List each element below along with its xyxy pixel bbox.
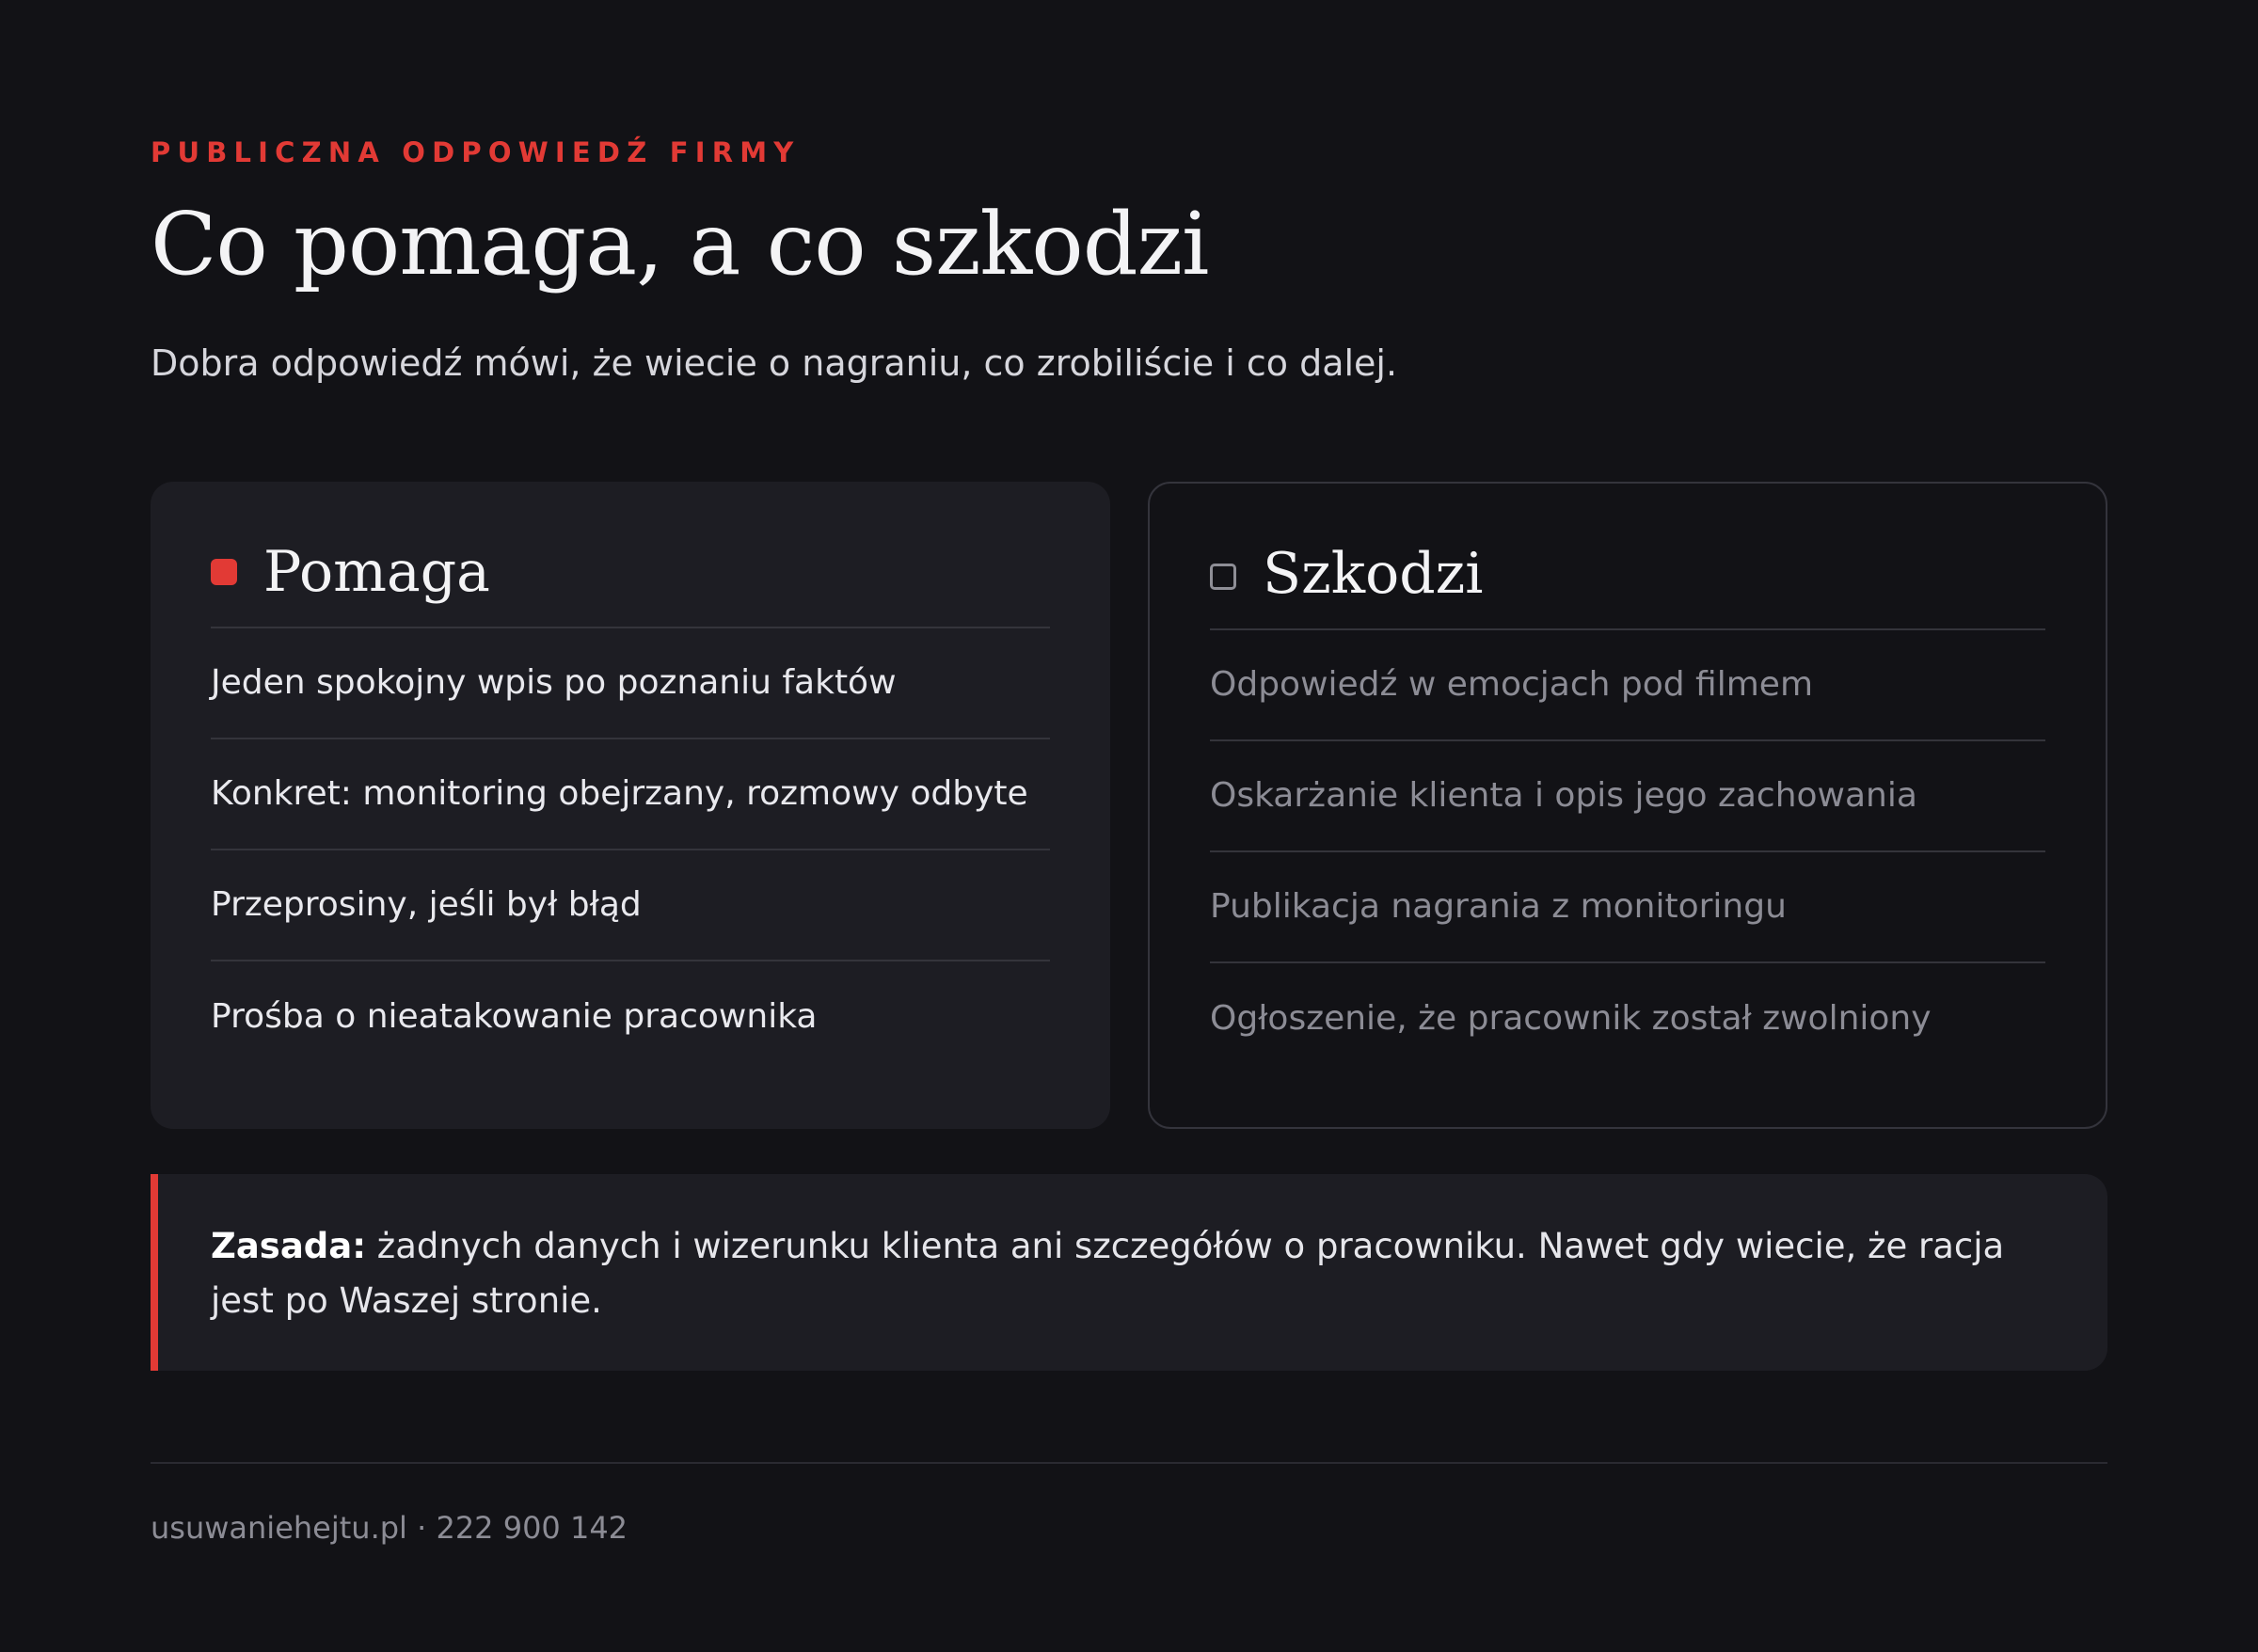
empty-square-icon bbox=[1210, 564, 1236, 590]
filled-square-icon bbox=[211, 559, 237, 585]
list-item: Przeprosiny, jeśli był błąd bbox=[211, 850, 1050, 961]
rule-label: Zasada: bbox=[211, 1226, 367, 1266]
harms-list bbox=[1210, 630, 2045, 1074]
helps-card-header bbox=[211, 523, 1050, 628]
harms-card-title: Szkodzi bbox=[1263, 541, 1484, 607]
helps-card bbox=[151, 482, 1110, 1129]
page-title: Co pomaga, a co szkodzi bbox=[151, 194, 1209, 294]
list-item: Ogłoszenie, że pracownik został zwolniony bbox=[1210, 999, 1932, 1038]
list-item: Publikacja nagrania z monitoringu bbox=[1210, 852, 2045, 963]
helps-list bbox=[211, 628, 1050, 1072]
footer-contact: usuwaniehejtu.pl · 222 900 142 bbox=[151, 1510, 628, 1546]
rule-callout bbox=[151, 1174, 2107, 1371]
page-subtitle: Dobra odpowiedź mówi, że wiecie o nagraniu, co zrobiliście i co dalej. bbox=[151, 342, 1398, 384]
harms-card-header bbox=[1210, 525, 2045, 630]
list-item: Jeden spokojny wpis po poznaniu faktów bbox=[211, 628, 1050, 739]
harms-card bbox=[1148, 482, 2107, 1129]
list-item: Oskarżanie klienta i opis jego zachowania bbox=[1210, 741, 2045, 852]
list-item: Prośba o nieatakowanie pracownika bbox=[211, 997, 818, 1036]
list-item: Odpowiedź w emocjach pod filmem bbox=[1210, 630, 2045, 741]
eyebrow-label: PUBLICZNA ODPOWIEDŹ FIRMY bbox=[151, 136, 801, 168]
helps-card-title: Pomaga bbox=[263, 539, 490, 605]
rule-text: żadnych danych i wizerunku klienta ani szczegółów o pracowniku. Nawet gdy wiecie, że racja jest po Waszej stronie. bbox=[211, 1226, 2005, 1321]
footer-divider bbox=[151, 1462, 2107, 1464]
list-item: Konkret: monitoring obejrzany, rozmowy odbyte bbox=[211, 739, 1050, 850]
